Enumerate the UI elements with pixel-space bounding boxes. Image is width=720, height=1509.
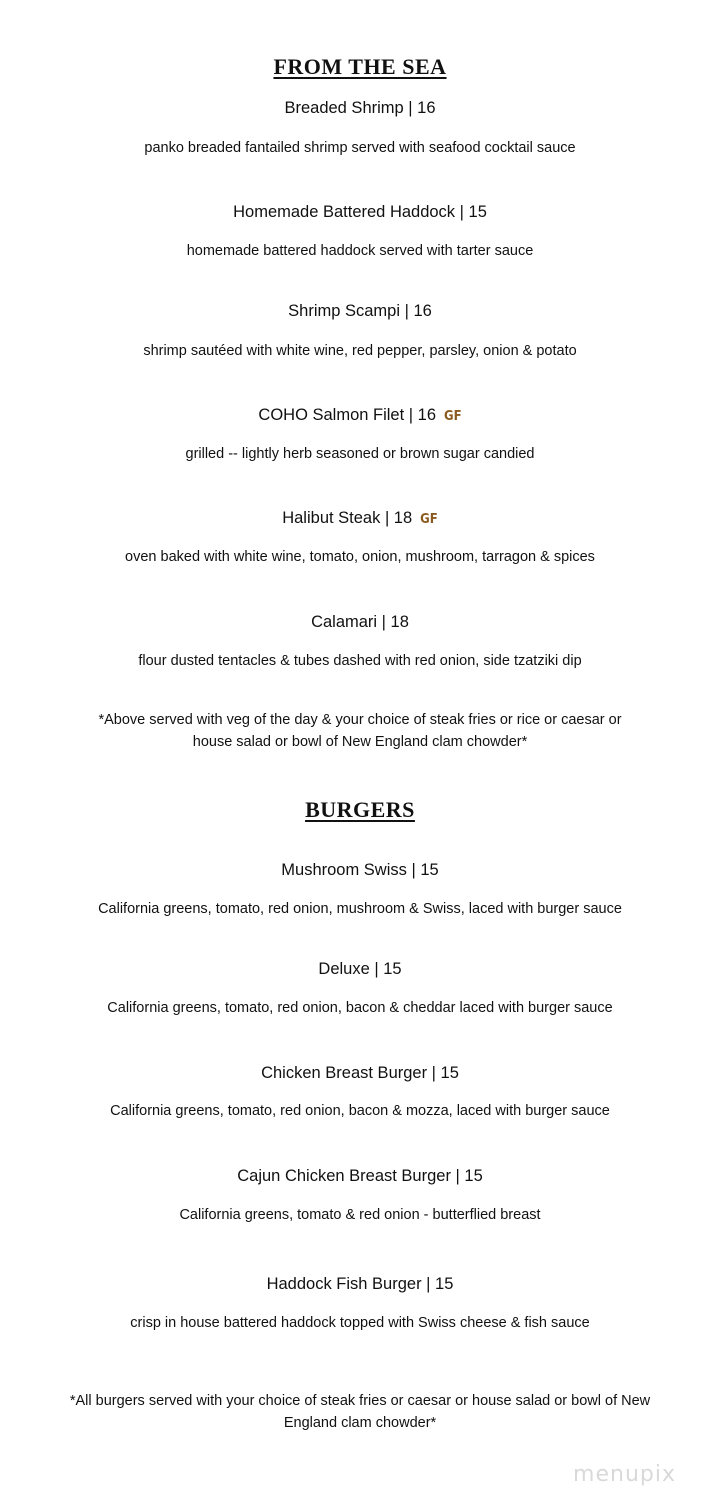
menu-item-title: Mushroom Swiss | 15 <box>281 861 439 879</box>
menu-item-description: California greens, tomato, red onion, bacon & mozza, laced with burger sauce <box>110 1103 610 1119</box>
menu-item-description: oven baked with white wine, tomato, onion, mushroom, tarragon & spices <box>125 549 595 565</box>
gluten-free-badge: GF <box>444 409 462 424</box>
menu-item-title: Cajun Chicken Breast Burger | 15 <box>237 1167 483 1185</box>
menu-item-description: California greens, tomato, red onion, mushroom & Swiss, laced with burger sauce <box>98 901 622 917</box>
section-heading-from-the-sea: FROM THE SEA <box>273 54 447 79</box>
menu-item-description: California greens, tomato & red onion - butterflied breast <box>179 1207 541 1223</box>
menupix-watermark: menupix <box>573 1462 676 1487</box>
menu-item-title: Homemade Battered Haddock | 15 <box>233 203 487 221</box>
menu-item-title: COHO Salmon Filet | 16 GF <box>258 406 462 424</box>
menu-item-description: California greens, tomato, red onion, bacon & cheddar laced with burger sauce <box>107 1000 613 1016</box>
menu-item-title: Haddock Fish Burger | 15 <box>266 1275 454 1293</box>
section-note: *All burgers served with your choice of steak fries or caesar or house salad or bowl of New England clam chowder* <box>69 1393 651 1431</box>
menu-item-description: shrimp sautéed with white wine, red pepper, parsley, onion & potato <box>143 343 577 359</box>
menu-item-description: crisp in house battered haddock topped with Swiss cheese & fish sauce <box>130 1315 590 1331</box>
menu-item-description: panko breaded fantailed shrimp served with seafood cocktail sauce <box>144 140 576 156</box>
menu-item-description: grilled -- lightly herb seasoned or brown sugar candied <box>185 446 535 462</box>
menu-item-title: Deluxe | 15 <box>318 960 402 978</box>
menu-item-title: Shrimp Scampi | 16 <box>288 302 432 320</box>
menu-item-title: Chicken Breast Burger | 15 <box>261 1064 459 1082</box>
menu-item-title: Halibut Steak | 18 GF <box>282 509 438 527</box>
menu-item-title: Calamari | 18 <box>311 613 409 631</box>
menu-item-title: Breaded Shrimp | 16 <box>284 99 436 117</box>
section-heading-burgers: BURGERS <box>305 797 415 822</box>
gluten-free-badge: GF <box>420 512 438 527</box>
section-note: *Above served with veg of the day & your choice of steak fries or rice or caesar or house salad or bowl of New England clam chowder* <box>98 712 622 750</box>
menu-item-description: homemade battered haddock served with tarter sauce <box>186 243 534 259</box>
menu-item-description: flour dusted tentacles & tubes dashed with red onion, side tzatziki dip <box>138 653 582 669</box>
